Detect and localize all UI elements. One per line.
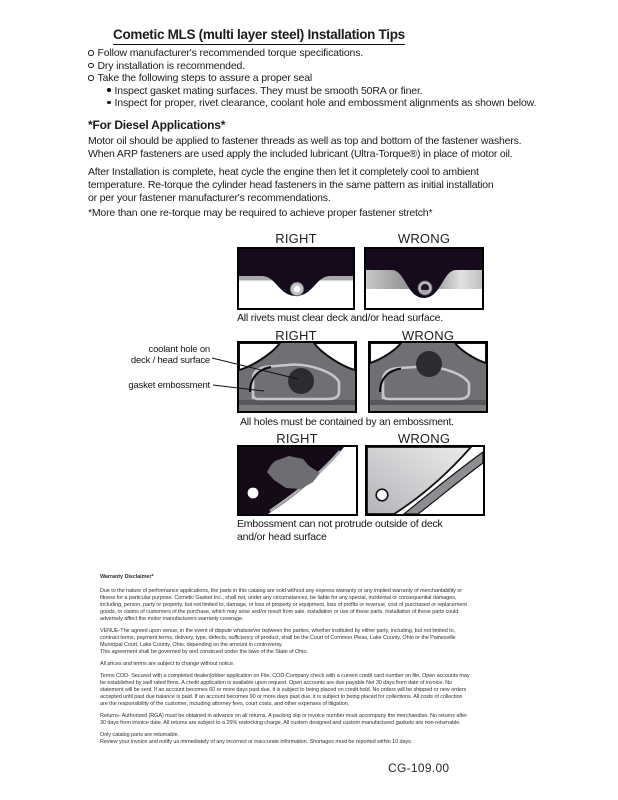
- bullet-steps: [88, 72, 312, 84]
- bullet-text: Inspect gasket mating surfaces. They must be smooth 50RA or finer.: [114, 84, 423, 97]
- row1-right-header: RIGHT: [275, 231, 317, 246]
- sub-bullet-alignments: [107, 97, 536, 109]
- open-bullet-icon: [88, 50, 94, 56]
- bullet-dry-install: [88, 60, 245, 72]
- row2-right-header: RIGHT: [275, 328, 317, 343]
- row2-caption: All holes must be contained by an embossment.: [240, 416, 454, 428]
- warranty-disclaimer-block: [100, 574, 530, 751]
- diesel-heading: *For Diesel Applications*: [88, 118, 226, 132]
- coolant-hole-label: coolant hole on deck / head surface: [130, 344, 210, 366]
- filled-bullet-icon: [107, 101, 111, 105]
- row3-wrong-header: WRONG: [397, 431, 451, 446]
- rivet-right-diagram: [237, 247, 355, 310]
- open-bullet-icon: [88, 75, 94, 81]
- row2-wrong-header: WRONG: [401, 328, 455, 343]
- disclaimer-warranty-paragraph: Due to the nature of performance applications, the parts in this catalog are sold without any express warranty or any implied warranty of merchantability or fitness for a particular purpose. Cometic Gasket Inc., shall not, under any circumstances, be liable for any special, incidental or consequential damages, including, person, party or property, but not limited to, damage, or loss of property or equipment, loss of profits or revenue, cost of purchased or replacement goods, or claims of customers of the purchase, which may arise and/or result from sale, installation or use of these parts. Installation of these parts could adversely affect the motor manufacturers warranty coverage.: [100, 588, 467, 622]
- bullet-text: Dry installation is recommended.: [97, 59, 246, 72]
- row1-caption: All rivets must clear deck and/or head surface.: [237, 312, 443, 324]
- disclaimer-venue-paragraph: VENUE-The agreed upon venue, in the event of dispute whatsoever between the parties, whether instituted by either party, including, but not limited to, contract terms, payment terms, delivery, type, defects, sufficiency of product, shall be the Court of Common Pleas, Lake County, Ohio or the Painesville Municipal Court, Lake County, Ohio, depending on the amount in controversy. This agreement shall be governed by and construed under the laws of the State of Ohio.: [100, 628, 456, 655]
- bullet-text: Inspect for proper, rivet clearance, coolant hole and embossment alignments as shown below.: [114, 97, 537, 109]
- filled-bullet-icon: [107, 88, 111, 92]
- diesel-paragraph-2: After Installation is complete, heat cycle the engine then let it completely cool to ambient temperature. Re-torque the cylinder head fasteners in the same pattern as initial installation or per your fastener manufacturer's recommendations.: [88, 166, 494, 205]
- disclaimer-returns-paragraph: Returns- Authorized (RGA) must be obtained in advance on all returns. A packing slip or invoice number must accompany the merchandise. No returns after 30 days from invoice date. All returns are subject to a 25% restocking charge. All custom designed and custom manufactured gaskets are non-returnable.: [100, 713, 468, 726]
- retorque-note: *More than one re-torque may be required to achieve proper fastener stretch*: [88, 207, 433, 219]
- rivet-wrong-diagram: [364, 247, 484, 310]
- row3-right-header: RIGHT: [276, 431, 318, 446]
- sub-bullet-surfaces: [107, 85, 422, 97]
- disclaimer-heading: Warranty Disclaimer*: [100, 574, 154, 580]
- diesel-paragraph-1: Motor oil should be applied to fastener threads as well as top and bottom of the fastener washers. When ARP fasteners are used apply the included lubricant (Ultra-Torque®) in place of motor oil.: [88, 135, 522, 161]
- disclaimer-catalog-paragraph: Only catalog parts are returnable. Review your invoice and notify us immediately of any incorrect or inaccurate information. Shortages must be reported within 10 days.: [100, 732, 413, 745]
- coolant-hole-wrong-diagram: [368, 341, 488, 413]
- page-title-wrap: [113, 26, 405, 44]
- embossment-wrong-diagram: [365, 445, 485, 516]
- bullet-torque: [88, 47, 363, 59]
- disclaimer-terms-paragraph: Terms COD- Secured with a completed dealer/jobber application on File, COD-Company check with a current credit card number on file. Open accounts may be established by well rated firms. A credit application is available upon request. Open accounts are due payable Net 30 days from date of invoice. No statement will be sent. If an account becomes 60 or more days past due, it is subject to being placed on credit hold. No orders will be shipped or new orders accepted until past due balance is paid. If an account becomes 90 or more days past due, it is subject to being placed for collections. All costs of collection are the responsibility of the customer, including attorney fees, court costs, and other expenses of litigation.: [100, 673, 470, 707]
- row1-wrong-header: WRONG: [397, 231, 451, 246]
- bullet-text: Follow manufacturer's recommended torque specifications.: [97, 47, 364, 59]
- disclaimer-prices-line: All prices and terms are subject to change without notice.: [100, 661, 235, 667]
- row3-caption: Embossment can not protrude outside of deck and/or head surface: [237, 518, 443, 543]
- bullet-text: Take the following steps to assure a proper seal: [97, 72, 313, 84]
- embossment-right-diagram: [237, 445, 358, 516]
- gasket-embossment-label: gasket embossment: [128, 380, 210, 391]
- page-title: Cometic MLS (multi layer steel) Installation Tips: [113, 27, 405, 45]
- coolant-hole-right-diagram: [237, 341, 357, 413]
- open-bullet-icon: [88, 63, 94, 69]
- page-number: CG-109.00: [388, 761, 450, 775]
